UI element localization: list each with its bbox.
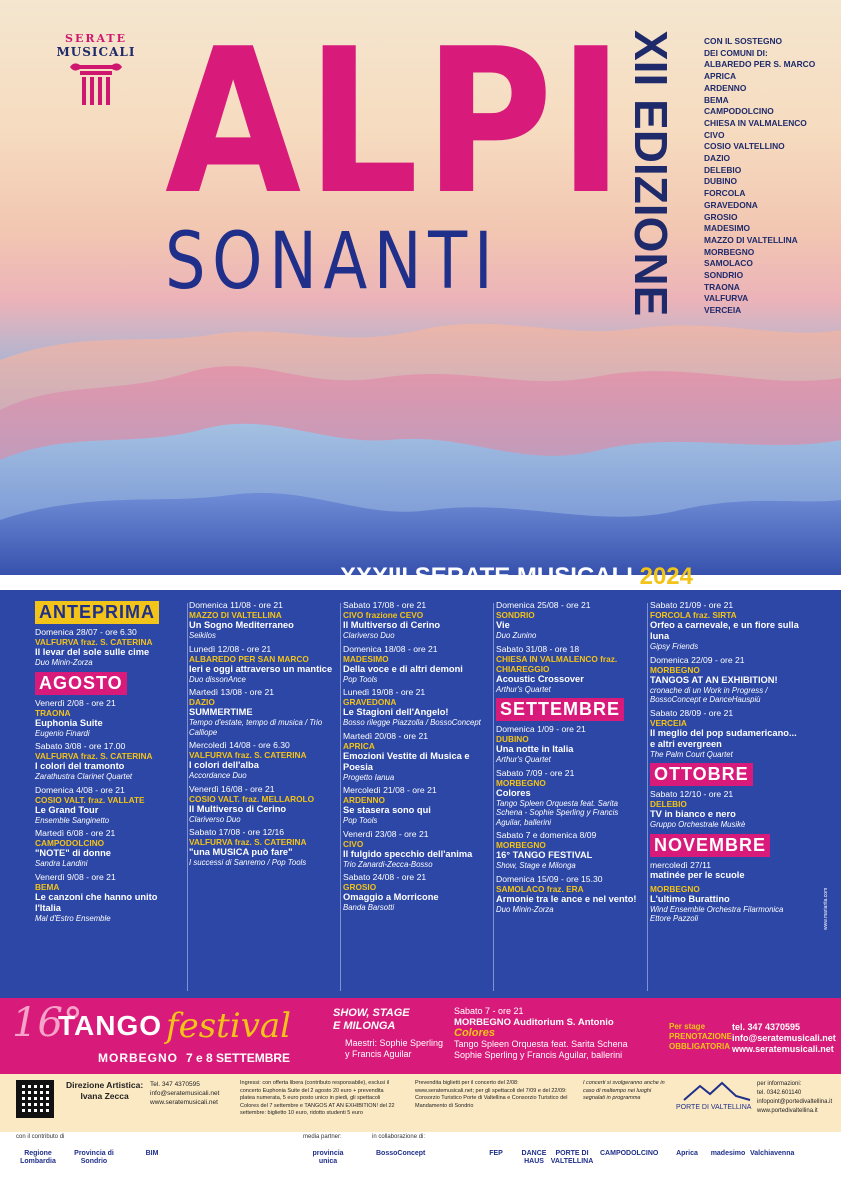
event-performer: Eugenio Finardi (35, 728, 90, 738)
comune-item: GROSIO (704, 211, 738, 222)
event-title: Il Multiverso di Cerino (343, 620, 441, 630)
event-date: Domenica 11/08 - ore 21 (189, 600, 283, 610)
event-title: Una notte in Italia (496, 744, 574, 754)
event-date: Domenica 15/09 - ore 15.30 (496, 873, 603, 884)
event-title: Se stasera sono qui (343, 805, 431, 815)
comuni-header-1: CON IL SOSTEGNO (704, 36, 783, 46)
event-item (496, 600, 645, 641)
comune-item: DUBINO (704, 176, 738, 187)
event-title: Le Grand Tour (35, 804, 99, 815)
comuni-header-2: DEI COMUNI DI: (704, 47, 768, 58)
tango-festival-banner (0, 998, 841, 1074)
tango-cast2: Sophie Sperling y Francis Aguilar, ballerini (454, 1050, 623, 1060)
event-date: Mercoledì 14/08 - ore 6.30 (189, 740, 290, 750)
event-performer: Pop Tools (343, 674, 378, 684)
tango-stage-booking (669, 1022, 732, 1052)
event-place: MORBEGNO (650, 664, 700, 675)
event-performer: Arthur's Quartet (496, 755, 551, 764)
event-date: Venerdì 23/08 - ore 21 (343, 828, 429, 839)
event-item (650, 600, 800, 652)
sponsor-logo: Valchiavenna (750, 1150, 795, 1157)
event-item (35, 627, 185, 668)
comune-item: DAZIO (704, 153, 731, 164)
event-performer: Duo dissonAnce (189, 674, 246, 684)
sponsor-logo: madesimo (710, 1150, 746, 1157)
event-item (35, 698, 185, 739)
event-performer: Tango Spleen Orquesta feat. Sarita Schena - Sophie Sperling y Francis Aguilar, ballerini (496, 798, 619, 827)
column-divider (187, 603, 188, 991)
event-title: Vie (496, 620, 510, 630)
event-title: matinée per le scuole (650, 869, 745, 880)
event-place: MORBEGNO (650, 883, 700, 894)
event-item (343, 872, 491, 913)
porte-valtellina-label: PORTE DI VALTELLINA (676, 1104, 752, 1111)
event-place: VALFURVA fraz. S. CATERINA (189, 837, 307, 847)
edition-label (625, 30, 680, 320)
event-place: CIVO frazione CEVO (343, 610, 424, 620)
sponsors-strip (0, 1132, 841, 1190)
event-title: Le canzoni che hanno unito l'Italia (35, 891, 158, 913)
event-place: MORBEGNO (496, 840, 546, 850)
comune-item: MAZZO DI VALTELLINA (704, 234, 798, 245)
event-place: MADESIMO (343, 653, 389, 664)
event-place: BEMA (35, 881, 60, 892)
comune-item: MORBEGNO (704, 246, 755, 257)
comune-item: FORCOLA (704, 188, 746, 199)
tango-contacts (732, 1022, 836, 1055)
event-date: Martedì 13/08 - ore 21 (189, 687, 275, 697)
sponsor-logo: DANCE HAUS (521, 1150, 547, 1165)
event-date: Venerdì 9/08 - ore 21 (35, 871, 116, 882)
event-date: Sabato 17/08 - ore 21 (343, 600, 427, 610)
event-title: Un Sogno Mediterraneo (189, 620, 294, 630)
event-date: Sabato 17/08 - ore 12/16 (189, 827, 285, 837)
comune-item: MADESIMO (704, 223, 751, 234)
event-date: Lunedì 12/08 - ore 21 (189, 643, 272, 654)
event-place: CHIESA IN VALMALENCO fraz. CHIAREGGIO (496, 653, 618, 674)
perinfo-tel: tel. 0342.601140 (757, 1090, 802, 1096)
sponsor-logo: PORTE DI VALTELLINA (550, 1150, 594, 1165)
event-performer: Accordance Duo (189, 771, 247, 780)
event-item (35, 785, 185, 826)
event-item (189, 644, 338, 685)
tango-edition-number: 16° (12, 1000, 83, 1046)
perinfo-label: per informazioni: (757, 1081, 802, 1087)
event-item (189, 827, 338, 868)
event-place: SAMOLACO fraz. ERA (496, 883, 584, 894)
event-title: Il fulgido specchio dell'anima (343, 848, 473, 859)
comuni-items (704, 59, 834, 316)
event-date: Domenica 22/09 - ore 21 (650, 654, 745, 665)
month-header: AGOSTO (35, 672, 127, 695)
title-alpi: ALPI (165, 6, 629, 239)
event-title: Il levar del sole sulle cime (35, 647, 150, 657)
event-performer: Sandra Landini (35, 859, 88, 868)
event-item (496, 644, 645, 695)
event-performer: Ensemble Sanginetto (35, 815, 110, 825)
event-performer: Tempo d'estate, tempo di musica / Trio Calliope (189, 718, 323, 737)
tango-maestri: Maestri: Sophie Sperling y Francis Aguilar (345, 1038, 444, 1059)
month-header: ANTEPRIMA (35, 601, 159, 624)
event-place: SONDRIO (496, 610, 535, 620)
event-performer: Banda Barsotti (343, 903, 395, 912)
event-title: TV in bianco e nero (650, 809, 736, 819)
tango-web[interactable]: www.seratemusicali.net (732, 1044, 834, 1054)
event-item (35, 872, 185, 924)
prevendita-text: Prevendita biglietti per il concerto del 2/08: www.seratemusicali.net; per gli spettacoli del 7/09 e del 22/09: Consorzio Turistico Porte di Valtellina e Consorzio Turistico del Mandamento di Sondrio (415, 1080, 568, 1109)
event-date: Venerdì 16/08 - ore 21 (189, 783, 275, 794)
tango-saturday: Sabato 7 - ore 21 (454, 1006, 524, 1016)
sponsor-logo: FEP (489, 1150, 503, 1157)
program-column-5 (650, 600, 800, 927)
tango-word: TANGO (58, 1010, 163, 1041)
event-date: Domenica 28/07 - ore 6.30 (35, 627, 137, 637)
program-column-2 (189, 600, 338, 871)
event-item (496, 724, 645, 765)
event-place: COSIO VALT. fraz. MELLAROLO (189, 793, 315, 804)
info-web[interactable]: www.seratemusicali.net (150, 1099, 218, 1106)
event-title: Il Multiverso di Cerino (189, 803, 287, 814)
title-sonanti: SONANTI (165, 217, 500, 307)
event-place: GROSIO (343, 882, 377, 892)
event-item (35, 741, 185, 782)
contributo-label: con il contributo di (16, 1134, 65, 1140)
event-title: Emozioni Vestite di Musica e Poesia (343, 750, 470, 772)
comune-item: CAMPODOLCINO (704, 106, 774, 117)
event-date: Martedì 6/08 - ore 21 (35, 828, 116, 838)
serate-musicali-logo (55, 32, 137, 113)
stage-line3: OBBLIGATORIA (669, 1042, 731, 1051)
event-item (650, 884, 800, 924)
event-title: I colori dell'alba (189, 760, 259, 770)
event-item (343, 600, 491, 641)
perinfo-email[interactable]: infopoint@portedivaltellina.it (757, 1099, 833, 1105)
comune-item: CHIESA IN VALMALENCO (704, 117, 807, 128)
stage-line1: Per stage (669, 1022, 706, 1031)
program-column-3 (343, 600, 491, 916)
month-header: NOVEMBRE (650, 834, 770, 857)
per-informazioni (757, 1080, 832, 1116)
event-performer: I successi di Sanremo / Pop Tools (189, 858, 307, 867)
sponsor-logo: provincia unica (312, 1150, 344, 1165)
event-item (189, 740, 338, 781)
event-title: Acoustic Crossover (496, 673, 584, 684)
event-date: Domenica 18/08 - ore 21 (343, 643, 438, 654)
comune-item: TRAONA (704, 281, 740, 292)
event-item (650, 708, 800, 760)
event-title: Le Stagioni dell'Angelo! (343, 707, 449, 717)
event-item (343, 731, 491, 783)
info-email[interactable]: info@seratemusicali.net (150, 1090, 220, 1097)
event-title: Orfeo a carnevale, e un fiore sulla luna (650, 620, 799, 641)
event-date: Sabato 31/08 - ore 18 (496, 643, 580, 654)
maltempo-note: I concerti si svolgeranno anche in caso di maltempo nei luoghi segnalati in programma (583, 1080, 665, 1101)
event-item (343, 644, 491, 685)
event-date: Sabato 24/08 - ore 21 (343, 872, 427, 882)
event-performer: Zarathustra Clarinet Quartet (35, 772, 133, 781)
event-date: mercoledì 27/11 (650, 859, 711, 870)
event-date: Sabato 7/09 - ore 21 (496, 767, 575, 778)
ionic-column-icon (66, 59, 126, 109)
event-performer: Arthur's Quartet (496, 684, 551, 694)
event-title: Euphonia Suite (35, 717, 103, 728)
comune-item: VALFURVA (704, 293, 749, 304)
sponsor-logo: Provincia di Sondrio (74, 1150, 114, 1165)
event-date: Lunedì 19/08 - ore 21 (343, 687, 426, 697)
event-performer: The Palm Court Quartet (650, 749, 733, 759)
comune-item: CIVO (704, 129, 725, 140)
event-performer: Bosso rilegge Piazzolla / BossoConcept (343, 718, 481, 727)
event-title: Armonie tra le ance e nel vento! (496, 893, 637, 904)
event-place: VALFURVA fraz. S. CATERINA (35, 637, 153, 647)
tango-show: SHOW, STAGE (333, 1007, 410, 1019)
month-header: SETTEMBRE (496, 698, 624, 721)
event-title: Omaggio a Morricone (343, 892, 439, 902)
program-column-4 (496, 600, 645, 917)
event-date: Sabato 7 e domenica 8/09 (496, 830, 597, 840)
column-divider (493, 603, 494, 991)
comune-item: SAMOLACO (704, 258, 753, 269)
event-date: Domenica 4/08 - ore 21 (35, 784, 125, 795)
event-item (650, 860, 800, 881)
event-performer: Gipsy Friends (650, 642, 699, 651)
comune-item: BEMA (704, 94, 729, 105)
event-item (35, 828, 185, 869)
sponsor-logo: Aprica (676, 1150, 698, 1157)
event-performer: Duo Minin-Zorza (35, 658, 93, 667)
edition-text: XII EDIZIONE (625, 30, 677, 317)
info-tel: Tel. 347 4370595 (150, 1081, 200, 1088)
tango-show-stage (333, 1007, 410, 1033)
event-performer: Show, Stage e Milonga (496, 861, 576, 870)
direzione-artistica (66, 1080, 143, 1102)
event-place: MAZZO DI VALTELLINA (189, 610, 282, 620)
festival-title (340, 563, 693, 591)
comune-item: COSIO VALTELLINO (704, 141, 785, 152)
tango-city: MORBEGNO (98, 1051, 178, 1065)
collaborazione-label: in collaborazione di: (372, 1134, 426, 1140)
event-performer: Trio Zanardi-Zecca-Bosso (343, 859, 433, 869)
ingressi-text: Ingressi: con offerta libera (contributo responsabile), esclusi il concerto Euphonia Suite del 2 agosto 20 euro + prevendita platea numerata, 5 euro posto unico in piedi, gli spettacoli Colores del 7 settembre e TANGOS AT AN EXHIBITION! del 22 settembre: biglietto 10 euro, ridotto studenti 5 euro (240, 1080, 395, 1116)
comune-item: ALBAREDO PER S. MARCO (704, 59, 816, 70)
event-item (189, 687, 338, 737)
event-place: APRICA (343, 740, 375, 751)
event-item (650, 789, 800, 830)
event-performer: Mal d'Estro Ensemble (35, 913, 111, 923)
event-performer: Gruppo Orchestrale Musikè (650, 820, 746, 829)
event-title: SUMMERTIME (189, 707, 253, 717)
event-item (343, 785, 491, 826)
event-item (496, 874, 645, 915)
event-performer: cronache di un Work in Progress / BossoConcept e DanceHauspiù (650, 685, 768, 704)
tango-tel: tel. 347 4370595 (732, 1022, 801, 1032)
event-place: VALFURVA fraz. S. CATERINA (35, 751, 153, 761)
sponsor-logo: Regione Lombardia (20, 1150, 56, 1165)
perinfo-web[interactable]: www.portedivaltellina.it (757, 1108, 818, 1114)
tango-saturday-info (454, 1006, 654, 1061)
event-date: Sabato 3/08 - ore 17.00 (35, 741, 126, 751)
event-title: Colores (496, 787, 531, 798)
event-item (343, 687, 491, 728)
stage-line2: PRENOTAZIONE (669, 1032, 732, 1041)
event-performer: Duo Minin-Zorza (496, 904, 554, 914)
event-place: VALFURVA fraz. S. CATERINA (189, 750, 307, 760)
event-place: GRAVEDONA (343, 697, 397, 707)
event-performer: Seikilos (189, 631, 216, 640)
comune-item: SONDRIO (704, 270, 744, 281)
event-title: L'ultimo Burattino (650, 893, 730, 904)
tango-milonga: E MILONGA (333, 1020, 396, 1032)
event-date: Venerdì 2/08 - ore 21 (35, 697, 116, 708)
event-place: ALBAREDO PER SAN MARCO (189, 653, 309, 664)
event-date: Sabato 21/09 - ore 21 (650, 600, 734, 610)
event-title: Ieri e oggi attraverso un mantice (189, 663, 333, 674)
event-place: MORBEGNO (496, 777, 546, 788)
qr-code-icon[interactable] (16, 1080, 54, 1118)
comuni-list (704, 36, 834, 317)
event-item (650, 655, 800, 705)
media-partner-label: media partner: (303, 1134, 342, 1140)
event-item (496, 830, 645, 871)
tango-festival-word: festival (166, 1006, 292, 1046)
comune-item: APRICA (704, 71, 737, 82)
logo-line1: SERATE (65, 32, 127, 45)
info-strip (0, 1074, 841, 1132)
direzione-name: Ivana Zecca (80, 1091, 129, 1101)
event-place: DELEBIO (650, 799, 687, 809)
direzione-label: Direzione Artistica: (66, 1080, 144, 1090)
event-title: 16° TANGO FESTIVAL (496, 850, 593, 860)
sponsor-logo: CAMPODOLCINO (600, 1150, 659, 1157)
event-item (189, 600, 338, 641)
info-contacts (150, 1080, 219, 1107)
event-place: ARDENNO (343, 795, 385, 805)
program-column-1 (35, 600, 185, 926)
event-place: DAZIO (189, 697, 215, 707)
event-performer: Clariverso Duo (343, 631, 395, 640)
event-place: DUBINO (496, 734, 529, 744)
event-performer: Clariverso Duo (189, 814, 241, 824)
event-performer: Pop Tools (343, 816, 378, 825)
festival-year: 2024 (639, 563, 693, 590)
tango-dates: 7 e 8 SETTEMBRE (186, 1051, 291, 1065)
event-date: Domenica 1/09 - ore 21 (496, 724, 586, 734)
festival-name: XXXIII SERATE MUSICALI (340, 563, 633, 590)
month-header: OTTOBRE (650, 763, 753, 786)
event-title: I colori del tramonto (35, 761, 125, 771)
comune-item: GRAVEDONA (704, 199, 758, 210)
event-place: VERCEIA (650, 717, 687, 728)
credit-text: www.mariarita.com (823, 887, 829, 930)
tango-venue: MORBEGNO Auditorium S. Antonio (454, 1017, 614, 1028)
event-place: FORCOLA fraz. SIRTA (650, 610, 737, 620)
event-date: Sabato 12/10 - ore 21 (650, 789, 734, 799)
event-title: "una MUSICA può fare" (189, 847, 293, 857)
logo-line2: MUSICALI (56, 45, 136, 59)
event-title: Della voce e di altri demoni (343, 663, 463, 674)
event-date: Domenica 25/08 - ore 21 (496, 600, 591, 610)
event-place: COSIO VALT. fraz. VALLATE (35, 794, 145, 805)
event-place: TRAONA (35, 707, 71, 718)
tango-cast1: Tango Spleen Orquesta feat. Sarita Schena (454, 1039, 628, 1049)
comune-item: VERCEIA (704, 305, 742, 316)
event-place: CAMPODOLCINO (35, 838, 105, 848)
tango-email[interactable]: info@seratemusicali.net (732, 1033, 836, 1043)
event-date: Sabato 28/09 - ore 21 (650, 707, 734, 718)
event-performer: Duo Zunino (496, 631, 537, 640)
porte-valtellina-logo-icon (682, 1080, 752, 1102)
event-performer: Wind Ensemble Orchestra Filarmonica Ettore Pazzoli (650, 904, 784, 923)
event-place: CIVO (343, 838, 364, 849)
event-title: "NOTE" di donne (35, 848, 111, 858)
comune-item: ARDENNO (704, 82, 747, 93)
event-title: TANGOS AT AN EXHIBITION! (650, 674, 778, 685)
sponsor-logo: BIM (145, 1150, 159, 1157)
event-item (189, 784, 338, 825)
event-title: Il meglio del pop sudamericano... e altri evergreen (650, 727, 797, 749)
sponsor-logo: BossoConcept (376, 1150, 426, 1157)
event-item (343, 829, 491, 870)
column-divider (647, 603, 648, 991)
event-item (496, 768, 645, 828)
column-divider (340, 603, 341, 991)
event-date: Martedì 20/08 - ore 21 (343, 730, 429, 741)
tango-colores: Colores (454, 1027, 495, 1039)
comune-item: DELEBIO (704, 164, 742, 175)
event-performer: Progetto Ianua (343, 772, 395, 782)
event-date: Mercoledì 21/08 - ore 21 (343, 785, 437, 795)
